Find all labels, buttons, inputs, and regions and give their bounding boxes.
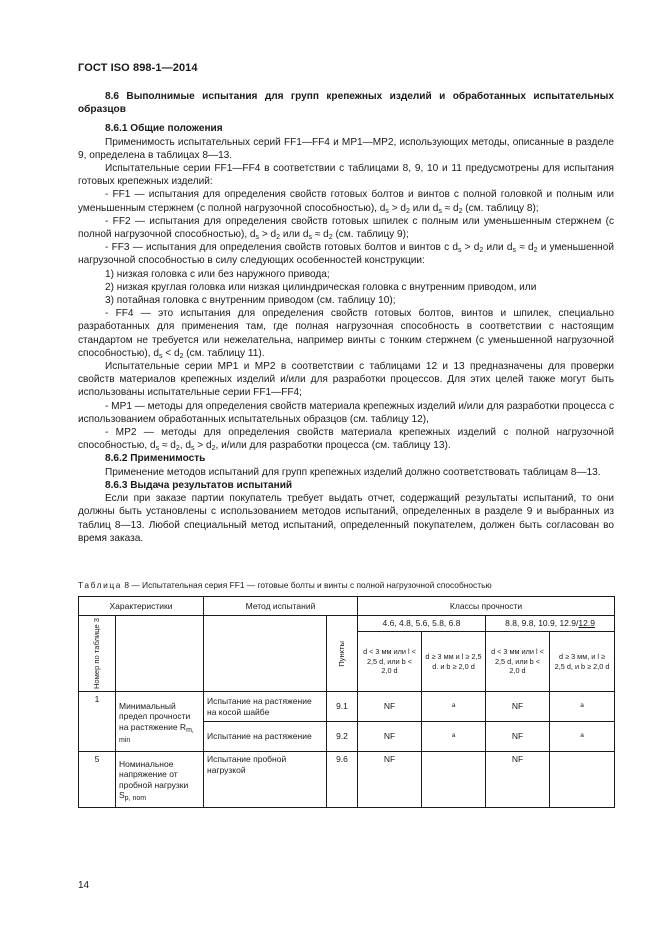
row-value: NF xyxy=(486,692,550,722)
subsection-title-8-6-1: 8.6.1 Общие положения xyxy=(105,123,223,135)
header-characteristics: Характеристики xyxy=(79,597,204,616)
row-value: NF xyxy=(486,752,550,808)
list-item-ff3: - FF3 — испытания для определения свойств готовых болтов и винтов с $d_s > d_2$ или $d_s \approx d_2$ и уменьшенной нагрузочной способностью в силу следующих особенностей конструкции: xyxy=(78,242,614,267)
row-characteristic: Минимальный предел прочности на растяжение $R_{m, min}$ xyxy=(116,692,204,752)
row-characteristic: Номинальное напряжение от пробной нагрузки $S_{p, nom}$ xyxy=(116,752,204,808)
page-number: 14 xyxy=(78,880,90,891)
document-header: ГОСТ ISO 898-1—2014 xyxy=(78,62,198,74)
table-caption: Таблица 8 — Испытательная серия FF1 — готовые болты и винты с полной нагрузочной способностью xyxy=(78,580,492,590)
row-value: NF xyxy=(486,722,550,752)
row-value: NF xyxy=(358,752,422,808)
row-value xyxy=(550,752,615,808)
row-value: NF xyxy=(358,692,422,722)
list-item-mp1: - MP1 — методы для определения свойств материала крепежных изделий и/или для разработки процесса с использованием обработанных испытательных образцов (см. таблицу 12), xyxy=(78,400,614,425)
header-condition-3: d < 3 мм или l < 2,5 d, или b < 2,0 d xyxy=(486,632,550,692)
header-method: Метод испытаний xyxy=(204,597,358,616)
header-characteristics-blank xyxy=(116,616,204,692)
header-method-blank xyxy=(204,616,327,692)
subsection-title-8-6-3: 8.6.3 Выдача результатов испытаний xyxy=(105,479,293,491)
list-item-ff1: - FF1 — испытания для определения свойств готовых болтов и винтов с полной головкой и полным или уменьшенным стержнем (с полной нагрузочной способностью), $d_s > d_2$ или $d_s \approx d_2$ (см. таблицу 8); xyxy=(78,189,614,215)
body-text xyxy=(78,90,614,545)
header-condition-2: d ≥ 3 мм и l ≥ 2,5 d. и b ≥ 2,0 d xyxy=(422,632,486,692)
row-method: Испытание на растяжение на косой шайбе xyxy=(204,692,327,722)
row-number: 1 xyxy=(79,692,116,752)
row-clause: 9.6 xyxy=(327,752,358,808)
subsection-title-8-6-2: 8.6.2 Применимость xyxy=(105,453,206,465)
list-item-mp2: - MP2 — методы для определения свойств материала крепежных изделий с полной нагрузочной способностью, $d_s \approx d_2$, $d_s > d_2$, и/или для разработки процесса (см. таблицу 13). xyxy=(78,427,614,453)
row-clause: 9.2 xyxy=(327,722,358,752)
header-condition-1: d < 3 мм или l < 2,5 d, или b < 2,0 d xyxy=(358,632,422,692)
row-clause: 9.1 xyxy=(327,692,358,722)
paragraph: Испытательные серии FF1—FF4 в соответствии с таблицами 8, 9, 10 и 11 предусмотрены для испытания готовых крепежных изделий: xyxy=(78,163,614,188)
row-method: Испытание на растяжение xyxy=(204,722,327,752)
list-item-1: 1) низкая головка с или без наружного привода; xyxy=(105,268,330,280)
list-item-ff2: - FF2 — испытания для определения свойств готовых шпилек с полным или уменьшенным стержнем (с полной нагрузочной способностью), $d_s > d_2$ или $d_s \approx d_2$ (см. таблицу 9); xyxy=(78,215,614,242)
row-method: Испытание пробной нагрузкой xyxy=(204,752,327,808)
table-8 xyxy=(78,596,615,808)
header-group-1: 4.6, 4.8, 5.6, 5.8, 6.8 xyxy=(358,616,486,632)
paragraph: Применение методов испытаний для групп крепежных изделий должно соответствовать таблицам 8—13. xyxy=(105,466,601,478)
row-value xyxy=(422,752,486,808)
list-item-3: 3) потайная головка с внутренним приводом (см. таблицу 10); xyxy=(105,295,396,307)
list-item-ff4: - FF4 — это испытания для определения свойств готовых болтов, винтов и шпилек, специально разработанных для применения там, где полная нагрузочная способность в соответствии с настоящим стандартом не требуется или нежелательна, например винты с тонким стержнем (с уменьшенной нагрузочной способностью), $d_s < d_2$ (см. таблицу 11). xyxy=(78,308,614,360)
row-footnote: a xyxy=(550,692,615,722)
header-clauses: Пункты xyxy=(327,616,358,692)
row-footnote: a xyxy=(550,722,615,752)
row-value: NF xyxy=(358,722,422,752)
paragraph: Если при заказе партии покупатель требует выдать отчет, содержащий результаты испытаний, то они должны быть установлены с использованием методов испытаний, определенных в разделе 9 и выбранных из таблиц 8—13. Любой специальный метод испытаний, определенный покупателем, должен быть согласован во время заказа. xyxy=(78,493,614,544)
header-classes: Классы прочности xyxy=(358,597,615,616)
list-item-2: 2) низкая круглая головка или низкая цилиндрическая головка с внутренним приводом, или xyxy=(105,281,537,293)
paragraph: Применимость испытательных серий FF1—FF4 и MP1—MP2, использующих методы, описанные в разделе 9, определена в таблицах 8—13. xyxy=(78,136,614,161)
header-group-2: 8.8, 9.8, 10.9, 12.9/12.9 xyxy=(486,616,615,632)
header-row-number: Номер по таблице 3 xyxy=(79,616,116,692)
section-title: 8.6 Выполнимые испытания для групп крепежных изделий и обработанных испытательных образцов xyxy=(78,91,614,116)
row-number: 5 xyxy=(79,752,116,808)
header-condition-4: d ≥ 3 мм, и l ≥ 2,5 d, и b ≥ 2,0 d xyxy=(550,632,615,692)
row-footnote: a xyxy=(422,692,486,722)
row-footnote: a xyxy=(422,722,486,752)
paragraph: Испытательные серии MP1 и MP2 в соответствии с таблицами 12 и 13 предназначены для проверки свойств материалов крепежных изделий и/или для разработки процессов. Для этих целей также могут быть использованы испытательные серии FF1—FF4; xyxy=(78,361,614,399)
